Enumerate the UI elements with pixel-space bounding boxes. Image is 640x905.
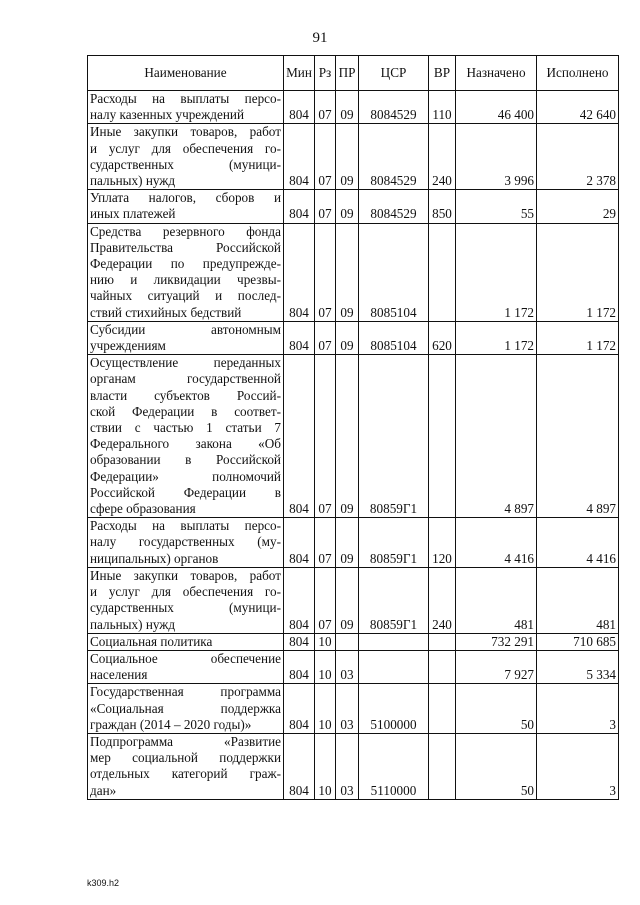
cell-name bbox=[88, 733, 284, 799]
cell-name-line: Социальное обеспечение bbox=[90, 650, 281, 666]
cell-name-line: Федерации» полномочий bbox=[90, 468, 281, 484]
cell-name-line: сударственных (муници- bbox=[90, 156, 281, 172]
cell-min: 804 bbox=[284, 124, 315, 190]
cell-name bbox=[88, 684, 284, 734]
cell-rz: 07 bbox=[315, 124, 336, 190]
cell-assigned: 1 172 bbox=[456, 321, 537, 354]
cell-vr: 240 bbox=[429, 124, 456, 190]
cell-name-line: Правительства Российской bbox=[90, 239, 281, 255]
cell-csr: 80859Г1 bbox=[359, 567, 429, 633]
cell-vr bbox=[429, 650, 456, 683]
cell-executed: 3 bbox=[537, 684, 619, 734]
cell-pr: 03 bbox=[336, 684, 359, 734]
cell-min: 804 bbox=[284, 518, 315, 568]
cell-assigned: 7 927 bbox=[456, 650, 537, 683]
cell-assigned: 1 172 bbox=[456, 223, 537, 321]
budget-table bbox=[87, 55, 619, 800]
cell-name-line: и услуг для обеспечения го- bbox=[90, 140, 281, 156]
cell-rz: 10 bbox=[315, 633, 336, 650]
cell-min: 804 bbox=[284, 190, 315, 223]
table-row bbox=[88, 223, 619, 321]
cell-vr: 620 bbox=[429, 321, 456, 354]
cell-executed: 3 bbox=[537, 733, 619, 799]
table-row bbox=[88, 124, 619, 190]
cell-csr: 5100000 bbox=[359, 684, 429, 734]
cell-name-line: Государственная программа bbox=[90, 684, 281, 700]
cell-name bbox=[88, 124, 284, 190]
table-row bbox=[88, 650, 619, 683]
cell-rz: 07 bbox=[315, 321, 336, 354]
cell-pr: 03 bbox=[336, 733, 359, 799]
cell-name bbox=[88, 355, 284, 518]
cell-csr: 8084529 bbox=[359, 190, 429, 223]
cell-name-line: Осуществление переданных bbox=[90, 355, 281, 371]
cell-executed: 481 bbox=[537, 567, 619, 633]
cell-min: 804 bbox=[284, 684, 315, 734]
cell-name-line: власти субъектов Россий- bbox=[90, 387, 281, 403]
cell-rz: 07 bbox=[315, 567, 336, 633]
cell-executed: 1 172 bbox=[537, 223, 619, 321]
cell-min: 804 bbox=[284, 567, 315, 633]
cell-rz: 07 bbox=[315, 91, 336, 124]
table-header-row bbox=[88, 56, 619, 91]
cell-vr bbox=[429, 355, 456, 518]
cell-name-line: образовании в Российской bbox=[90, 452, 281, 468]
cell-executed: 1 172 bbox=[537, 321, 619, 354]
col-header-vr: ВР bbox=[429, 56, 456, 91]
table-row bbox=[88, 684, 619, 734]
cell-assigned: 4 897 bbox=[456, 355, 537, 518]
cell-name-line: иных платежей bbox=[90, 206, 176, 222]
footer-code: k309.h2 bbox=[87, 878, 120, 888]
cell-name-line: Федерации по предупрежде- bbox=[90, 256, 281, 272]
cell-assigned: 55 bbox=[456, 190, 537, 223]
cell-name-line: органам государственной bbox=[90, 371, 281, 387]
cell-min: 804 bbox=[284, 650, 315, 683]
cell-pr: 09 bbox=[336, 223, 359, 321]
cell-csr: 80859Г1 bbox=[359, 355, 429, 518]
cell-assigned: 4 416 bbox=[456, 518, 537, 568]
cell-min: 804 bbox=[284, 355, 315, 518]
cell-rz: 07 bbox=[315, 355, 336, 518]
cell-name-line: ской Федерации в соответ- bbox=[90, 403, 281, 419]
cell-name-line: ствии с частью 1 статьи 7 bbox=[90, 420, 281, 436]
cell-csr: 8085104 bbox=[359, 321, 429, 354]
cell-executed: 4 416 bbox=[537, 518, 619, 568]
cell-name-line: «Социальная поддержка bbox=[90, 700, 281, 716]
table-row bbox=[88, 190, 619, 223]
cell-assigned: 3 996 bbox=[456, 124, 537, 190]
cell-csr bbox=[359, 633, 429, 650]
cell-vr: 120 bbox=[429, 518, 456, 568]
cell-name-line: Субсидии автономным bbox=[90, 321, 281, 337]
col-header-assigned: Назначено bbox=[456, 56, 537, 91]
cell-name-line: Федерального закона «Об bbox=[90, 436, 281, 452]
cell-rz: 10 bbox=[315, 733, 336, 799]
cell-pr: 09 bbox=[336, 91, 359, 124]
cell-name-line: Российской Федерации в bbox=[90, 484, 281, 500]
cell-executed: 29 bbox=[537, 190, 619, 223]
col-header-pr: ПР bbox=[336, 56, 359, 91]
cell-name-line: Расходы на выплаты персо- bbox=[90, 91, 281, 106]
cell-csr: 5110000 bbox=[359, 733, 429, 799]
cell-name-line: Расходы на выплаты персо- bbox=[90, 518, 281, 534]
cell-assigned: 50 bbox=[456, 684, 537, 734]
cell-assigned: 481 bbox=[456, 567, 537, 633]
cell-name-line: отдельных категорий граж- bbox=[90, 766, 281, 782]
cell-name-line: Уплата налогов, сборов и bbox=[90, 190, 281, 206]
table-row bbox=[88, 567, 619, 633]
cell-name-line: чайных ситуаций и послед- bbox=[90, 288, 281, 304]
cell-assigned: 50 bbox=[456, 733, 537, 799]
page-number: 91 bbox=[312, 30, 328, 46]
cell-name bbox=[88, 650, 284, 683]
cell-pr: 09 bbox=[336, 190, 359, 223]
cell-pr: 09 bbox=[336, 567, 359, 633]
cell-name-line: сфере образования bbox=[90, 501, 196, 517]
cell-name bbox=[88, 321, 284, 354]
cell-name bbox=[88, 91, 284, 124]
cell-pr: 09 bbox=[336, 355, 359, 518]
cell-csr: 8084529 bbox=[359, 91, 429, 124]
cell-pr: 09 bbox=[336, 124, 359, 190]
cell-vr: 110 bbox=[429, 91, 456, 124]
cell-min: 804 bbox=[284, 733, 315, 799]
col-header-name: Наименование bbox=[88, 56, 284, 91]
cell-rz: 10 bbox=[315, 650, 336, 683]
cell-name-line: населения bbox=[90, 667, 148, 683]
cell-executed: 2 378 bbox=[537, 124, 619, 190]
cell-name bbox=[88, 190, 284, 223]
cell-vr bbox=[429, 684, 456, 734]
table-row bbox=[88, 355, 619, 518]
cell-name-line: Социальная политика bbox=[90, 633, 213, 649]
cell-name-line: сударственных (муници- bbox=[90, 600, 281, 616]
cell-executed: 4 897 bbox=[537, 355, 619, 518]
cell-rz: 10 bbox=[315, 684, 336, 734]
cell-name-line: Иные закупки товаров, работ bbox=[90, 124, 281, 140]
table-row bbox=[88, 321, 619, 354]
table-row bbox=[88, 91, 619, 124]
table-row bbox=[88, 518, 619, 568]
cell-name-line: Средства резервного фонда bbox=[90, 223, 281, 239]
cell-assigned: 732 291 bbox=[456, 633, 537, 650]
cell-name-line: дан» bbox=[90, 782, 117, 798]
cell-rz: 07 bbox=[315, 518, 336, 568]
cell-csr: 8084529 bbox=[359, 124, 429, 190]
cell-executed: 5 334 bbox=[537, 650, 619, 683]
cell-name bbox=[88, 223, 284, 321]
cell-assigned: 46 400 bbox=[456, 91, 537, 124]
cell-name-line: пальных) нужд bbox=[90, 616, 176, 632]
cell-rz: 07 bbox=[315, 223, 336, 321]
cell-vr bbox=[429, 733, 456, 799]
cell-min: 804 bbox=[284, 321, 315, 354]
cell-name-line: пальных) нужд bbox=[90, 173, 176, 189]
col-header-csr: ЦСР bbox=[359, 56, 429, 91]
cell-csr: 8085104 bbox=[359, 223, 429, 321]
col-header-executed: Исполнено bbox=[537, 56, 619, 91]
cell-name-line: граждан (2014 – 2020 годы)» bbox=[90, 716, 252, 732]
cell-pr bbox=[336, 633, 359, 650]
col-header-min: Мин bbox=[284, 56, 315, 91]
cell-name-line: мер социальной поддержки bbox=[90, 750, 281, 766]
cell-vr bbox=[429, 633, 456, 650]
cell-name-line: ствий стихийных бедствий bbox=[90, 304, 242, 320]
cell-name-line: налу государственных (му- bbox=[90, 534, 281, 550]
col-header-rz: Рз bbox=[315, 56, 336, 91]
cell-vr bbox=[429, 223, 456, 321]
cell-pr: 03 bbox=[336, 650, 359, 683]
cell-min: 804 bbox=[284, 91, 315, 124]
cell-name bbox=[88, 518, 284, 568]
cell-name bbox=[88, 567, 284, 633]
table-row bbox=[88, 633, 619, 650]
cell-name-line: ниципальных) органов bbox=[90, 550, 219, 566]
table-body bbox=[88, 91, 619, 800]
cell-csr bbox=[359, 650, 429, 683]
cell-name bbox=[88, 633, 284, 650]
cell-executed: 710 685 bbox=[537, 633, 619, 650]
cell-executed: 42 640 bbox=[537, 91, 619, 124]
cell-vr: 850 bbox=[429, 190, 456, 223]
cell-name-line: Иные закупки товаров, работ bbox=[90, 567, 281, 583]
cell-name-line: Подпрограмма «Развитие bbox=[90, 733, 281, 749]
cell-name-line: налу казенных учреждений bbox=[90, 107, 245, 123]
cell-min: 804 bbox=[284, 633, 315, 650]
cell-pr: 09 bbox=[336, 518, 359, 568]
cell-pr: 09 bbox=[336, 321, 359, 354]
cell-name-line: нию и ликвидации чрезвы- bbox=[90, 272, 281, 288]
cell-name-line: и услуг для обеспечения го- bbox=[90, 584, 281, 600]
cell-name-line: учреждениям bbox=[90, 338, 166, 354]
cell-vr: 240 bbox=[429, 567, 456, 633]
table-row bbox=[88, 733, 619, 799]
cell-rz: 07 bbox=[315, 190, 336, 223]
cell-min: 804 bbox=[284, 223, 315, 321]
cell-csr: 80859Г1 bbox=[359, 518, 429, 568]
